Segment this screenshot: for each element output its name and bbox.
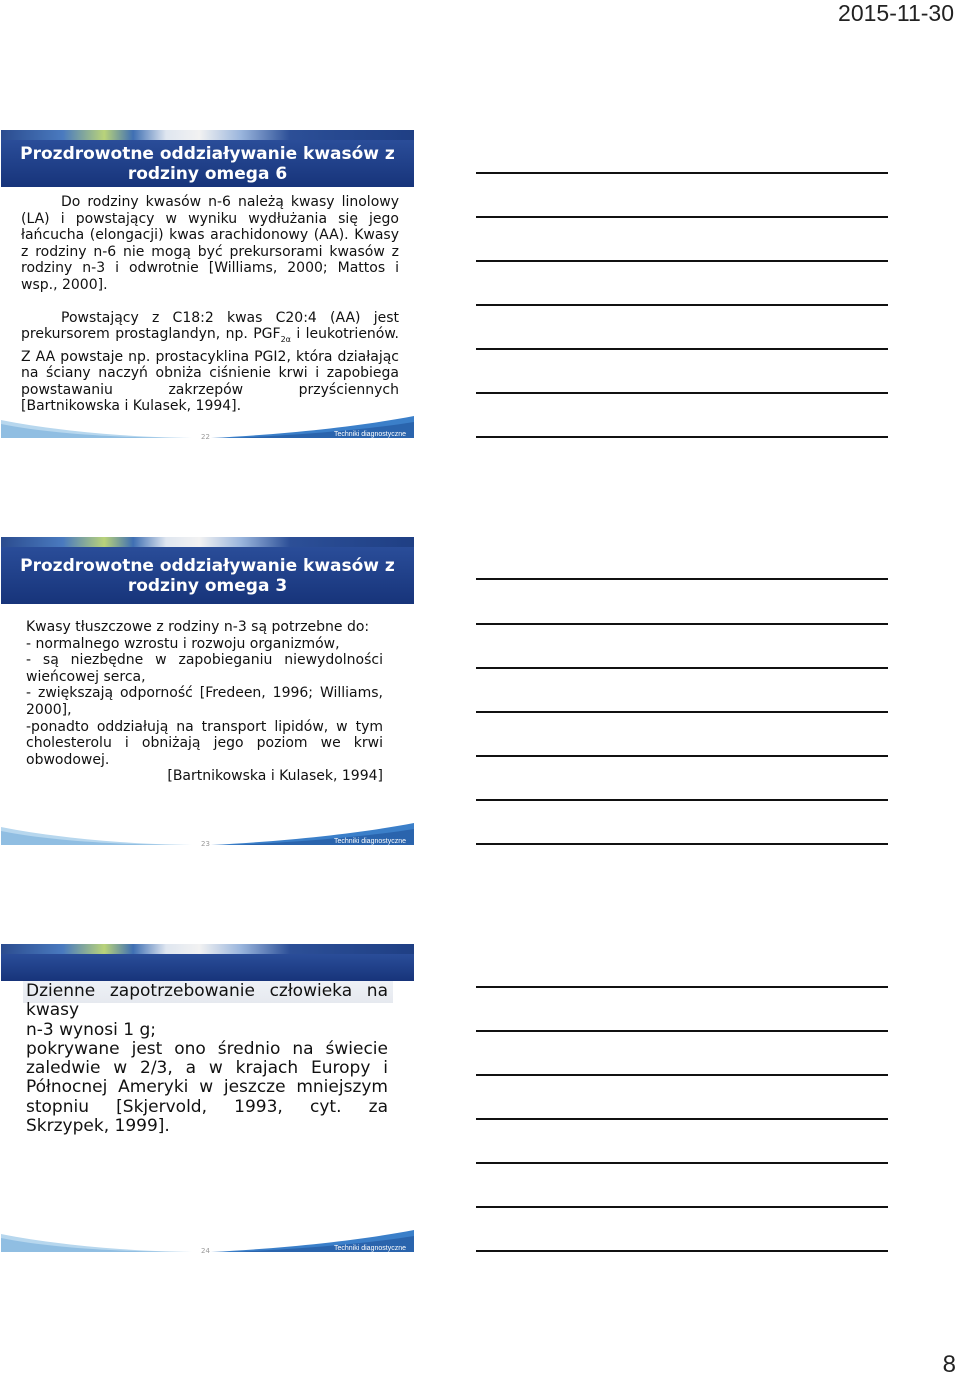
footer-label: Techniki diagnostyczne <box>334 431 406 438</box>
note-line <box>476 348 888 350</box>
slide-title <box>1 547 414 604</box>
slide-body <box>26 982 388 1136</box>
slide-title-line2: rodziny omega 6 <box>127 163 288 184</box>
slide-top-strip <box>1 944 414 954</box>
note-line <box>476 711 888 713</box>
slide-top-strip <box>1 537 414 547</box>
list-item: Kwasy tłuszczowe z rodziny n-3 są potrzebne do: <box>26 619 370 635</box>
note-line <box>476 260 888 262</box>
body-line: Dzienne zapotrzebowanie człowieka na kwasy <box>26 981 388 1021</box>
subscript: 2α <box>280 334 291 344</box>
body-line: n-3 wynosi 1 g; <box>26 1019 156 1040</box>
note-line <box>476 1074 888 1076</box>
slide-top-strip <box>1 130 414 140</box>
footer-label: Techniki diagnostyczne <box>334 838 406 845</box>
slide-footer <box>1 1230 414 1254</box>
note-line <box>476 667 888 669</box>
note-line <box>476 799 888 801</box>
list-item: - zwiększają odporność [Fredeen, 1996; Williams, 2000], <box>26 685 383 718</box>
list-item: -ponadto oddziałują na transport lipidów, w tym cholesterolu i obniżają jego poziom we krwi obwodowej. <box>26 718 383 768</box>
note-line <box>476 578 888 580</box>
note-line <box>476 1162 888 1164</box>
body-line: pokrywane jest ono średnio na świecie zaledwie w 2/3, a w krajach Europy i Północnej Ameryki w jeszcze mniejszym stopniu [Skjervold, 1993, cyt. za Skrzypek, 1999]. <box>26 1038 388 1137</box>
note-line <box>476 172 888 174</box>
slide-title-line2: rodziny omega 3 <box>127 575 288 596</box>
citation: [Bartnikowska i Kulasek, 1994] <box>167 768 383 785</box>
note-line <box>476 436 888 438</box>
slide-title <box>1 140 414 187</box>
list-item: - są niezbędne w zapobieganiu niewydolności wieńcowej serca, <box>26 652 383 685</box>
slide-number: 23 <box>201 840 210 848</box>
slide-footer <box>1 823 414 847</box>
paragraph-text: Powstający z C18:2 kwas C20:4 (AA) jest prekursorem prostaglandyn, np. PGF <box>21 309 399 343</box>
note-line <box>476 1118 888 1120</box>
slide-body <box>26 619 383 785</box>
slide-number: 24 <box>201 1247 210 1255</box>
slide-omega6 <box>1 130 414 440</box>
note-line <box>476 1250 888 1252</box>
slide-omega3 <box>1 537 414 847</box>
note-line <box>476 843 888 845</box>
paragraph <box>21 310 399 415</box>
note-line <box>476 216 888 218</box>
slide-body <box>21 194 399 415</box>
note-line <box>476 392 888 394</box>
print-date: 2015-11-30 <box>838 0 954 26</box>
slide-title-line1: Prozdrowotne oddziaływanie kwasów z <box>20 143 395 164</box>
page-number: 8 <box>942 1351 956 1378</box>
note-line <box>476 986 888 988</box>
slide-daily-requirement <box>1 944 414 1254</box>
paragraph-text: i leukotrienów. Z AA powstaje np. prostacyklina PGI2, która działając na ściany naczyń obniża ciśnienie krwi i zapobiega powstawaniu zakrzepów przyściennych [Bartnikowska i Kulasek, 1994]. <box>21 326 399 415</box>
note-line <box>476 304 888 306</box>
list-item: - normalnego wzrostu i rozwoju organizmów, <box>26 635 340 652</box>
footer-label: Techniki diagnostyczne <box>334 1245 406 1252</box>
note-line <box>476 755 888 757</box>
slide-title-bar <box>1 954 414 981</box>
slide-title-line1: Prozdrowotne oddziaływanie kwasów z <box>20 555 395 576</box>
slide-footer <box>1 416 414 440</box>
note-line <box>476 1206 888 1208</box>
paragraph: Do rodziny kwasów n-6 należą kwasy linolowy (LA) i powstający w wyniku wydłużania się jego łańcucha (elongacji) kwas arachidonowy (AA). Kwasy z rodziny n-6 nie mogą być prekursorami kwasów z rodziny n-3 i odwrotnie [Williams, 2000; Mattos i wsp., 2000]. <box>21 194 399 293</box>
slide-number: 22 <box>201 433 210 441</box>
note-line <box>476 1030 888 1032</box>
note-line <box>476 623 888 625</box>
